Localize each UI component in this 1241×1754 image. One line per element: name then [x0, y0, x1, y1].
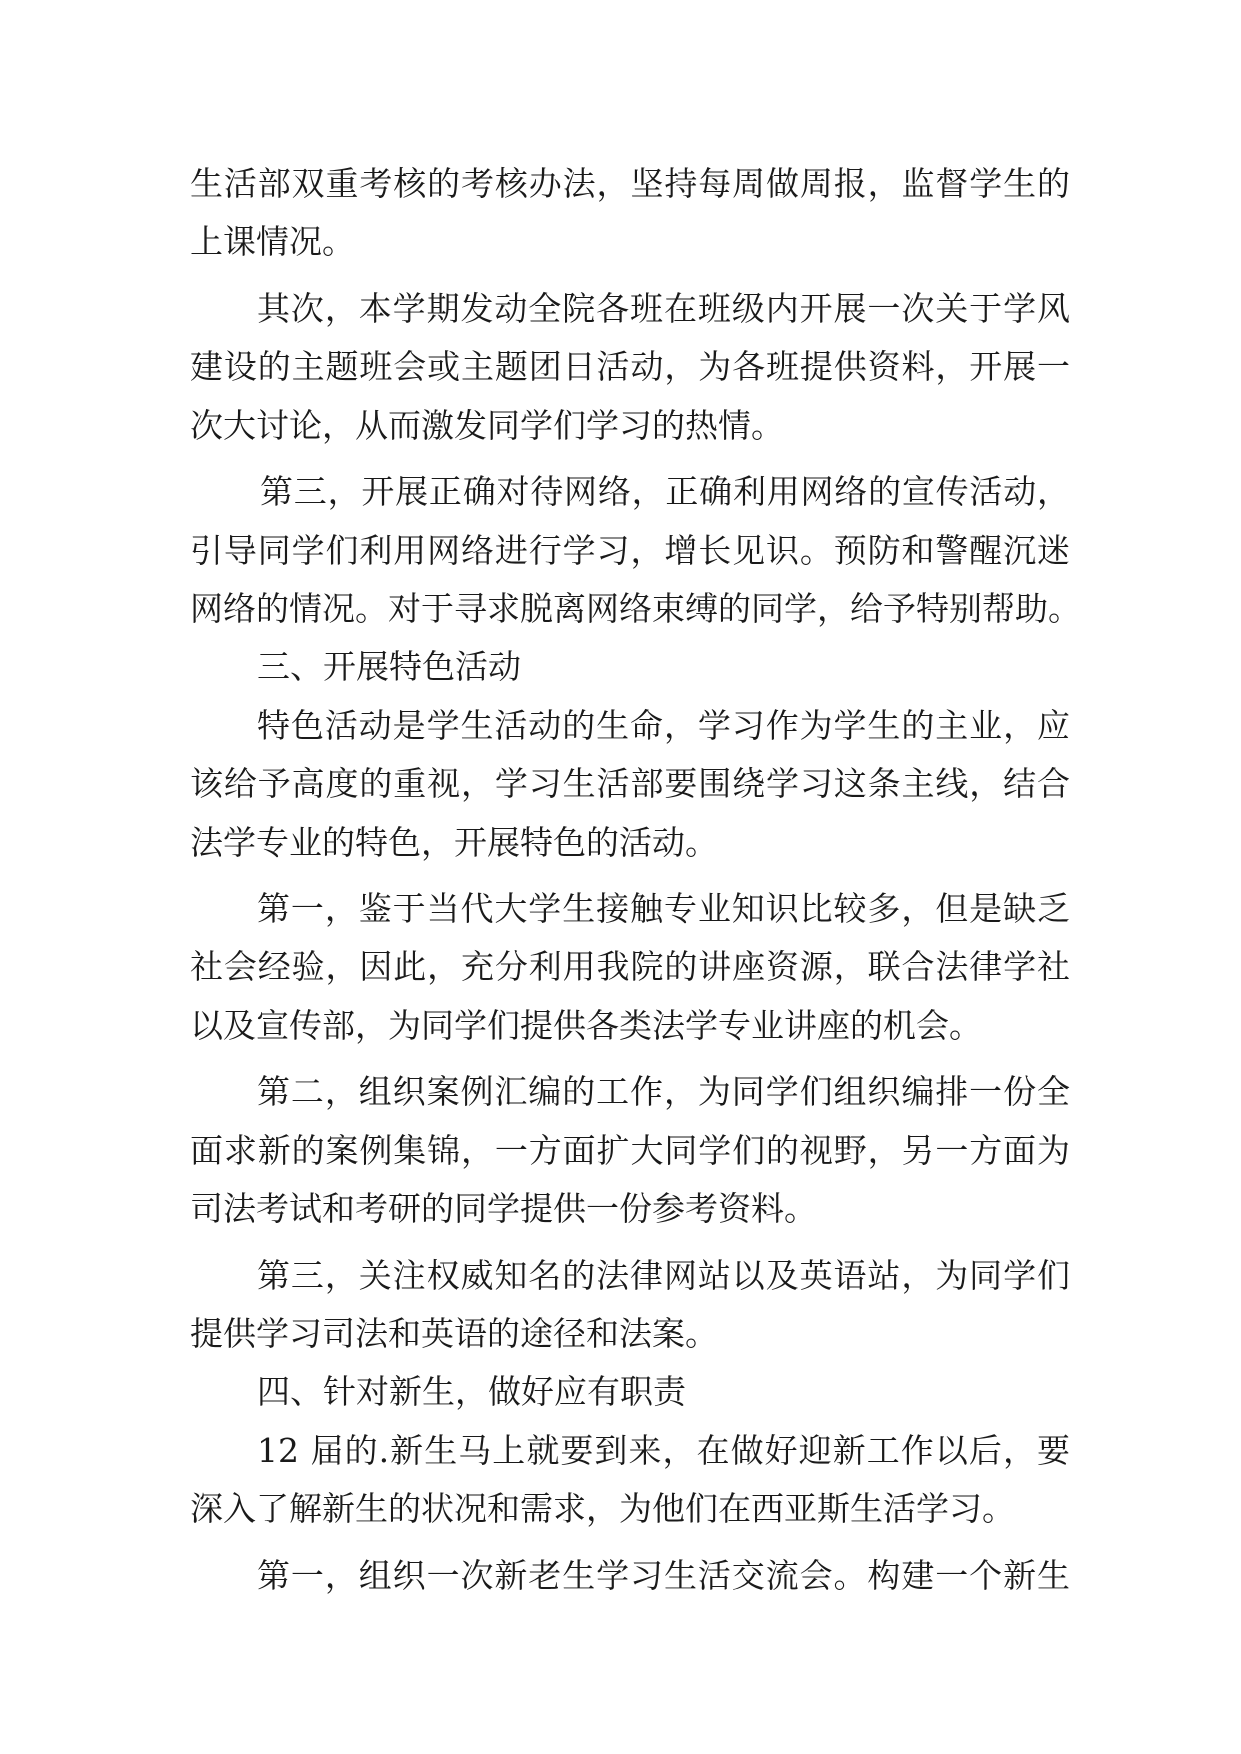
text-line: 以及宣传部，为同学们提供各类法学专业讲座的机会。 [190, 1006, 982, 1045]
text-line: 社会经验，因此，充分利用我院的讲座资源，联合法律学社 [190, 947, 1070, 986]
text-line: 面求新的案例集锦，一方面扩大同学们的视野，另一方面为 [190, 1131, 1070, 1170]
text-line: 引导同学们利用网络进行学习，增长见识。预防和警醒沉迷 [190, 531, 1070, 570]
paragraph-first-line: 第三，开展正确对待网络，正确利用网络的宣传活动， [260, 472, 1070, 511]
paragraph-first-line: 特色活动是学生活动的生命，学习作为学生的主业，应 [257, 706, 1070, 745]
paragraph-first-line: 第三，关注权威知名的法律网站以及英语站，为同学们 [257, 1256, 1070, 1295]
text-line: 深入了解新生的状况和需求，为他们在西亚斯生活学习。 [190, 1489, 1015, 1528]
section-heading: 三、开展特色活动 [257, 647, 521, 686]
text-line: 上课情况。 [190, 222, 355, 261]
paragraph-first-line: 第二，组织案例汇编的工作，为同学们组织编排一份全 [257, 1072, 1070, 1111]
text-line: 法学专业的特色，开展特色的活动。 [190, 823, 718, 862]
section-heading: 四、针对新生，做好应有职责 [257, 1372, 686, 1411]
text-line: 提供学习司法和英语的途径和法案。 [190, 1314, 718, 1353]
paragraph-first-line: 第一，组织一次新老生学习生活交流会。构建一个新生 [257, 1556, 1070, 1595]
text-line: 建设的主题班会或主题团日活动，为各班提供资料，开展一 [190, 347, 1070, 386]
paragraph-first-line: 其次，本学期发动全院各班在班级内开展一次关于学风 [257, 289, 1070, 328]
paragraph-first-line: 12 届的.新生马上就要到来，在做好迎新工作以后，要 [257, 1431, 1070, 1470]
paragraph-first-line: 第一，鉴于当代大学生接触专业知识比较多，但是缺乏 [257, 889, 1070, 928]
text-line: 司法考试和考研的同学提供一份参考资料。 [190, 1189, 817, 1228]
text-line: 该给予高度的重视，学习生活部要围绕学习这条主线，结合 [190, 764, 1070, 803]
text-line: 次大讨论，从而激发同学们学习的热情。 [190, 406, 784, 445]
text-line: 网络的情况。对于寻求脱离网络束缚的同学，给予特别帮助。 [190, 589, 1081, 628]
text-line: 生活部双重考核的考核办法，坚持每周做周报，监督学生的 [190, 164, 1070, 203]
